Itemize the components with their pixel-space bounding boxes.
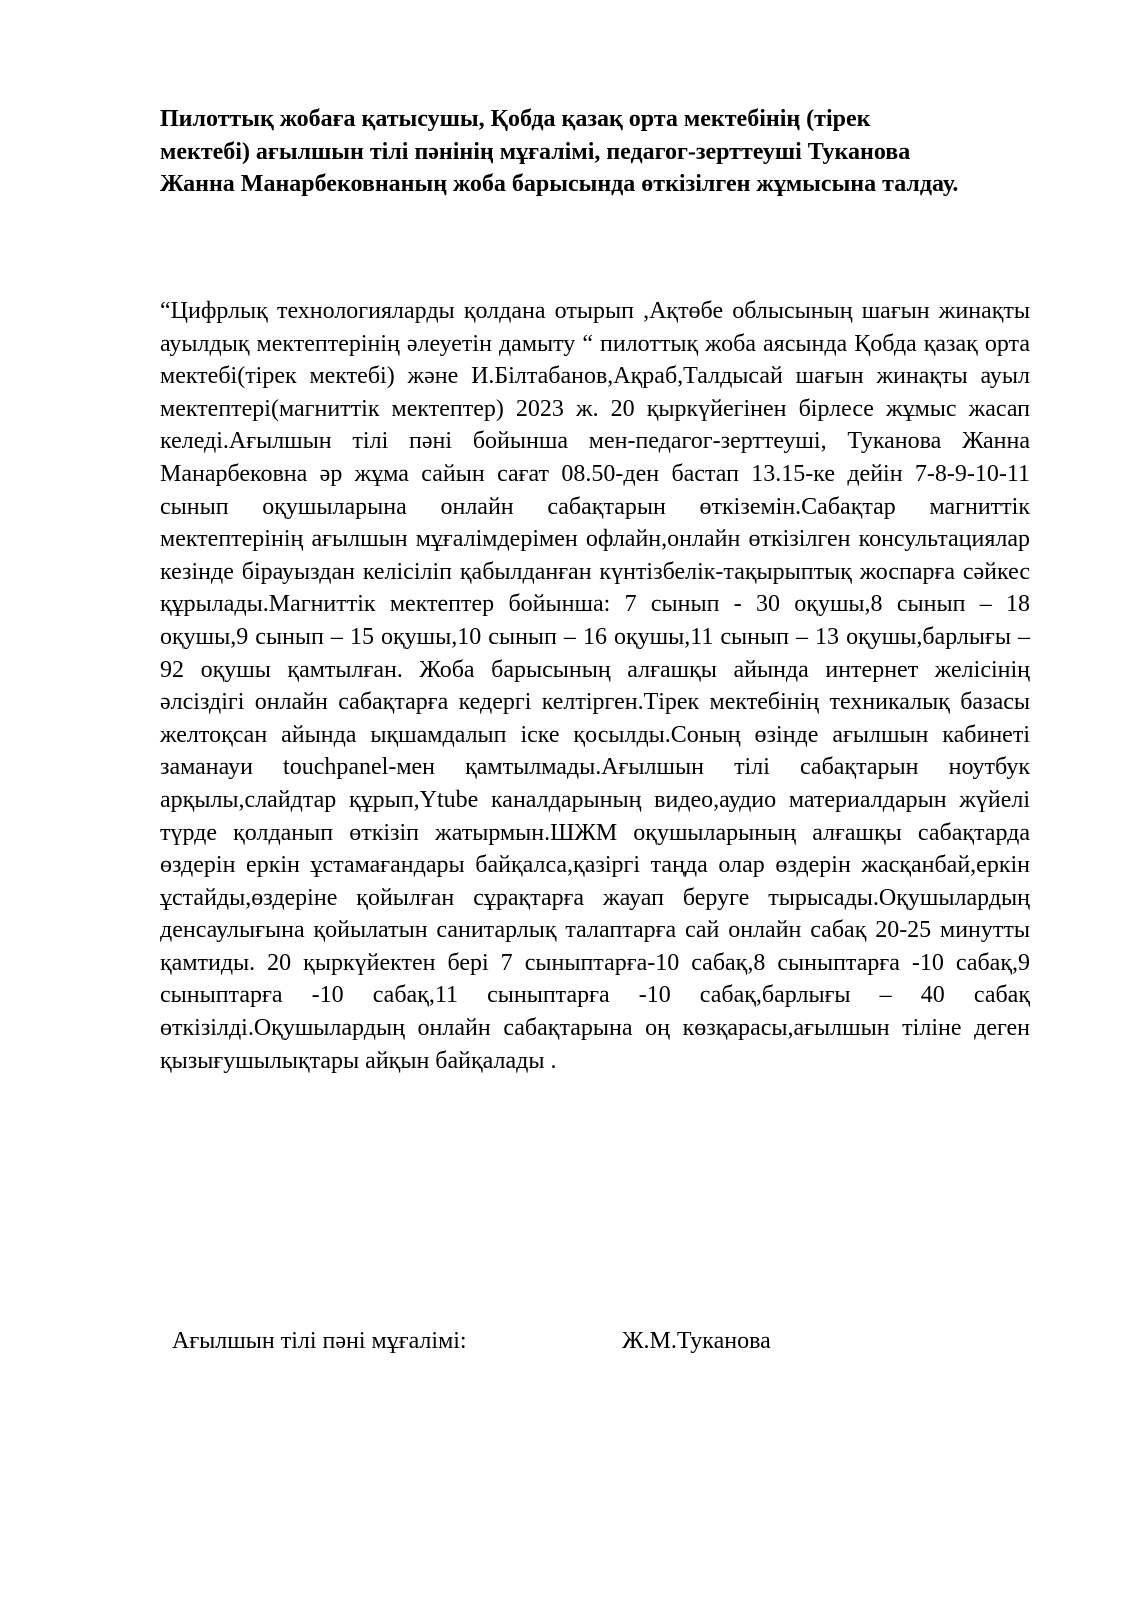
document-title: Пилоттық жобаға қатысушы, Қобда қазақ орта мектебінің (тірек мектебі) ағылшын тілі пәнінің мұғалімі, педагог-зерттеуші Туканова Жанна Манарбековнаның жоба барысында өткізілген жұмысына талдау. — [160, 106, 959, 197]
signature-name: Ж.М.Туканова — [622, 1328, 771, 1354]
document-body: “Цифрлық технологияларды қолдана отырып ,Ақтөбе облысының шағын жинақты ауылдық мектептерінің әлеуетін дамыту “ пилоттық жоба аясында Қобда қазақ орта мектебі(тірек мектебі) және И.Білтабанов,Ақраб,Талдысай шағын жинақты ауыл мектептері(магниттік мектептер) 2023 ж. 20 қыркүйегінен бірлесе жұмыс жасап келеді.Ағылшын тілі пәні бойынша мен-педагог-зерттеуші, Туканова Жанна Манарбековна әр жұма сайын сағат 08.50-ден бастап 13.15-ке дейін 7-8-9-10-11 сынып оқушыларына онлайн сабақтарын өткіземін.Сабақтар магниттік мектептерінің ағылшын мұғалімдерімен офлайн,онлайн өткізілген консультациялар кезінде бірауыздан келісіліп қабылданған күнтізбелік-тақырыптық жоспарға сәйкес құрылады.Магниттік мектептер бойынша: 7 сынып - 30 оқушы,8 сынып – 18 оқушы,9 сынып – 15 оқушы,10 сынып – 16 оқушы,11 сынып – 13 оқушы,барлығы – 92 оқушы қамтылған. Жоба барысының алғашқы айында интернет желісінің әлсіздігі онлайн сабақтарға кедергі келтірген.Тірек мектебінің техникалық базасы желтоқсан айында ықшамдалып іске қосылды.Соның өзінде ағылшын кабинеті заманауи touchpanel-мен қамтылмады.Ағылшын тілі сабақтарын ноутбук арқылы,слайдтар құрып,Ytube каналдарының видео,аудио материалдарын жүйелі түрде қолданып өткізіп жатырмын.ШЖМ оқушыларының алғашқы сабақтарда өздерін еркін ұстамағандары байқалса,қазіргі таңда олар өздерін жасқанбай,еркін ұстайды,өздеріне қойылған сұрақтарға жауап беруге тырысады.Оқушылардың денсаулығына қойылатын санитарлық талаптарға сай онлайн сабақ 20-25 минутты қамтиды. 20 қыркүйектен бері 7 сыныптарға-10 сабақ,8 сыныптарға -10 сабақ,9 сыныптарға -10 сабақ,11 сыныптарға -10 сабақ,барлығы – 40 сабақ өткізілді.Оқушылардың онлайн сабақтарына оң көзқарасы,ағылшын тіліне деген қызығушылықтары айқын байқалады . — [160, 298, 1030, 1074]
signature-role: Ағылшын тілі пәні мұғалімі: — [172, 1328, 467, 1354]
